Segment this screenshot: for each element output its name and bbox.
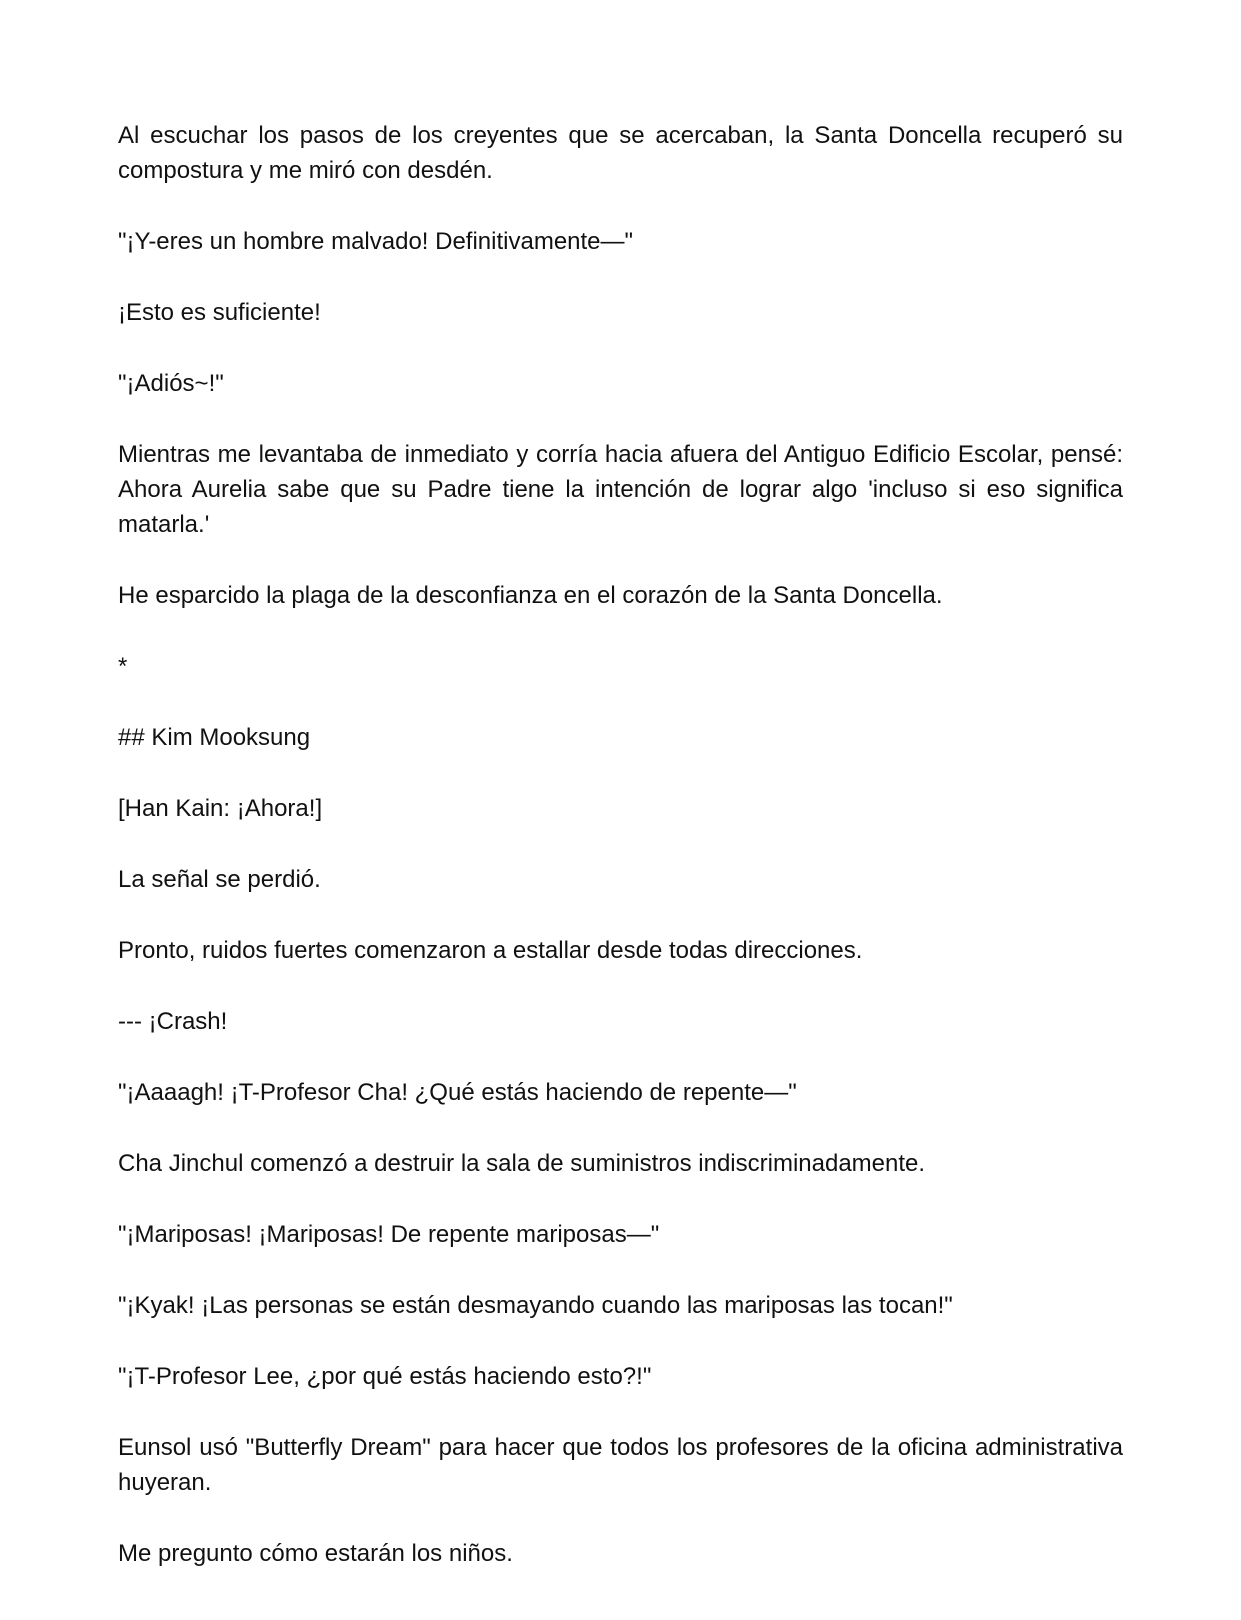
paragraph-10: La señal se perdió. — [118, 866, 321, 893]
paragraph-13: "¡Aaaagh! ¡T-Profesor Cha! ¿Qué estás haciendo de repente—" — [118, 1079, 797, 1106]
paragraph-16: "¡Kyak! ¡Las personas se están desmayando cuando las mariposas las tocan!" — [118, 1292, 953, 1319]
paragraph-3: ¡Esto es suficiente! — [118, 299, 321, 326]
paragraph-14: Cha Jinchul comenzó a destruir la sala de suministros indiscriminadamente. — [118, 1150, 926, 1177]
paragraph-12: --- ¡Crash! — [118, 1008, 228, 1035]
paragraph-15: "¡Mariposas! ¡Mariposas! De repente mariposas—" — [118, 1221, 660, 1248]
paragraph-17: "¡T-Profesor Lee, ¿por qué estás haciendo esto?!" — [118, 1363, 652, 1390]
paragraph-9: [Han Kain: ¡Ahora!] — [118, 795, 323, 822]
document-body — [118, 118, 1123, 1607]
paragraph-1: Al escuchar los pasos de los creyentes que se acercaban, la Santa Doncella recuperó su compostura y me miró con desdén. — [118, 122, 1123, 184]
paragraph-6: He esparcido la plaga de la desconfianza en el corazón de la Santa Doncella. — [118, 582, 943, 609]
paragraph-5: Mientras me levantaba de inmediato y corría hacia afuera del Antiguo Edificio Escolar, pensé: Ahora Aurelia sabe que su Padre tiene la intención de lograr algo 'incluso si eso significa matarla.' — [118, 441, 1123, 538]
paragraph-2: "¡Y-eres un hombre malvado! Definitivamente—" — [118, 228, 634, 255]
paragraph-11: Pronto, ruidos fuertes comenzaron a estallar desde todas direcciones. — [118, 937, 863, 964]
section-heading: ## Kim Mooksung — [118, 724, 311, 751]
scene-break: * — [118, 653, 128, 680]
paragraph-19: Me pregunto cómo estarán los niños. — [118, 1540, 513, 1567]
paragraph-4: "¡Adiós~!" — [118, 370, 224, 397]
paragraph-18: Eunsol usó "Butterfly Dream" para hacer que todos los profesores de la oficina administrativa huyeran. — [118, 1434, 1123, 1496]
